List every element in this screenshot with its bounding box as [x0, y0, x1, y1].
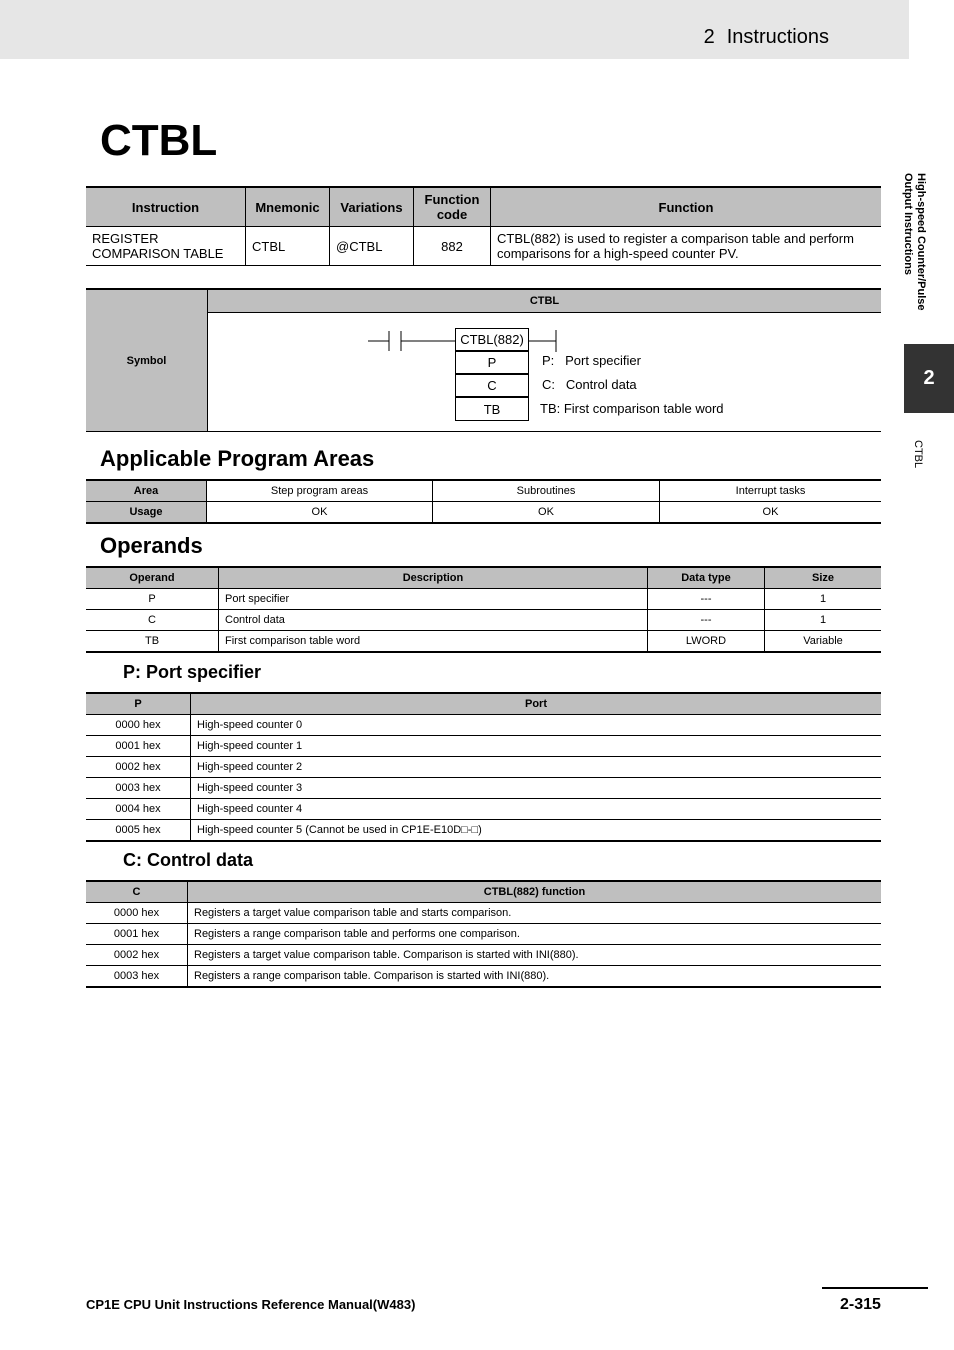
program-areas-table	[86, 479, 881, 524]
page-title: CTBL	[100, 116, 218, 165]
table-row	[86, 903, 881, 924]
table-cell: ---	[648, 610, 765, 631]
table-cell: 0002 hex	[86, 757, 191, 778]
col-header: Instruction	[86, 187, 246, 227]
subsection-heading: C: Control data	[123, 850, 253, 870]
row-header: Area	[86, 480, 207, 502]
operand-description: TB: First comparison table word	[540, 401, 724, 416]
table-cell: OK	[207, 502, 433, 524]
col-header: Port	[191, 693, 882, 715]
table-cell: C	[86, 610, 219, 631]
table-cell: 0005 hex	[86, 820, 191, 842]
table-row	[86, 757, 881, 778]
operand-description: C: Control data	[542, 377, 637, 392]
footer-manual-title: CP1E CPU Unit Instructions Reference Manual(W483)	[86, 1297, 416, 1312]
table-cell: 882	[414, 227, 491, 266]
table-cell: Subroutines	[433, 480, 660, 502]
table-cell: Registers a range comparison table and performs one comparison.	[188, 924, 882, 945]
table-cell: 0002 hex	[86, 945, 188, 966]
page-number: 2-315	[840, 1296, 881, 1313]
table-cell: 0003 hex	[86, 966, 188, 988]
table-cell: REGISTER COMPARISON TABLE	[92, 231, 224, 261]
operand-box: P	[455, 351, 529, 374]
col-header: P	[86, 693, 191, 715]
symbol-label: Symbol	[86, 290, 208, 431]
table-cell: ---	[648, 589, 765, 610]
table-cell: CTBL	[246, 227, 330, 266]
section-heading: Applicable Program Areas	[100, 446, 375, 471]
table-cell: Control data	[219, 610, 648, 631]
table-cell: High-speed counter 3	[191, 778, 882, 799]
table-cell: High-speed counter 0	[191, 715, 882, 736]
table-cell: High-speed counter 5 (Cannot be used in CP1E-E10D□-□)	[191, 820, 882, 842]
col-header: Size	[765, 567, 882, 589]
table-cell: OK	[660, 502, 882, 524]
table-cell: P	[86, 589, 219, 610]
operands-table	[86, 566, 881, 653]
table-row	[86, 736, 881, 757]
table-cell: @CTBL	[330, 227, 414, 266]
subsection-heading: P: Port specifier	[123, 662, 262, 682]
row-header: Usage	[86, 502, 207, 524]
table-cell: 0001 hex	[86, 736, 191, 757]
table-cell: 1	[765, 610, 882, 631]
side-subtitle: CTBL	[912, 440, 924, 469]
table-cell: CTBL(882) is used to register a comparison table and perform comparisons for a high-speed counter PV.	[491, 227, 882, 266]
table-row	[86, 778, 881, 799]
table-cell: Port specifier	[219, 589, 648, 610]
col-header: C	[86, 881, 188, 903]
table-cell: 1	[765, 589, 882, 610]
table-cell: Registers a range comparison table. Comparison is started with INI(880).	[188, 966, 882, 988]
table-cell: High-speed counter 1	[191, 736, 882, 757]
table-cell: 0003 hex	[86, 778, 191, 799]
table-row	[86, 589, 881, 610]
operand-box: C	[455, 374, 529, 397]
symbol-header: CTBL	[208, 290, 881, 313]
side-section-title: High-speed Counter/Pulse Output Instructions	[902, 173, 927, 311]
page-header	[0, 0, 909, 59]
table-row	[86, 820, 881, 842]
col-header: Function	[491, 187, 882, 227]
control-data-table	[86, 880, 881, 988]
col-header: Variations	[330, 187, 414, 227]
chapter-tab: 2	[904, 344, 954, 413]
col-header: Function code	[414, 187, 491, 227]
instruction-box-title: CTBL(882)	[455, 328, 529, 351]
table-cell: First comparison table word	[219, 631, 648, 653]
section-heading: Operands	[100, 533, 203, 558]
table-cell: High-speed counter 4	[191, 799, 882, 820]
col-header: Mnemonic	[246, 187, 330, 227]
operand-description: P: Port specifier	[542, 353, 641, 368]
table-cell: Registers a target value comparison table. Comparison is started with INI(880).	[188, 945, 882, 966]
table-cell: Variable	[765, 631, 882, 653]
table-row	[86, 631, 881, 653]
table-cell: 0004 hex	[86, 799, 191, 820]
table-row	[86, 715, 881, 736]
col-header: CTBL(882) function	[188, 881, 882, 903]
col-header: Data type	[648, 567, 765, 589]
table-cell: 0000 hex	[86, 903, 188, 924]
table-row	[86, 610, 881, 631]
table-row	[86, 945, 881, 966]
table-cell: Registers a target value comparison table and starts comparison.	[188, 903, 882, 924]
table-row	[86, 924, 881, 945]
table-cell: 0001 hex	[86, 924, 188, 945]
col-header: Operand	[86, 567, 219, 589]
table-cell: 0000 hex	[86, 715, 191, 736]
operand-box: TB	[455, 397, 529, 421]
table-cell: Interrupt tasks	[660, 480, 882, 502]
symbol-block	[86, 288, 881, 432]
header-title: 2 Instructions	[703, 26, 829, 48]
instruction-table	[86, 186, 881, 266]
table-cell: OK	[433, 502, 660, 524]
table-cell: LWORD	[648, 631, 765, 653]
table-row	[86, 966, 881, 988]
table-cell: High-speed counter 2	[191, 757, 882, 778]
port-specifier-table	[86, 692, 881, 842]
table-cell: TB	[86, 631, 219, 653]
table-row	[86, 799, 881, 820]
footer-rule	[822, 1287, 928, 1289]
col-header: Description	[219, 567, 648, 589]
table-cell: Step program areas	[207, 480, 433, 502]
